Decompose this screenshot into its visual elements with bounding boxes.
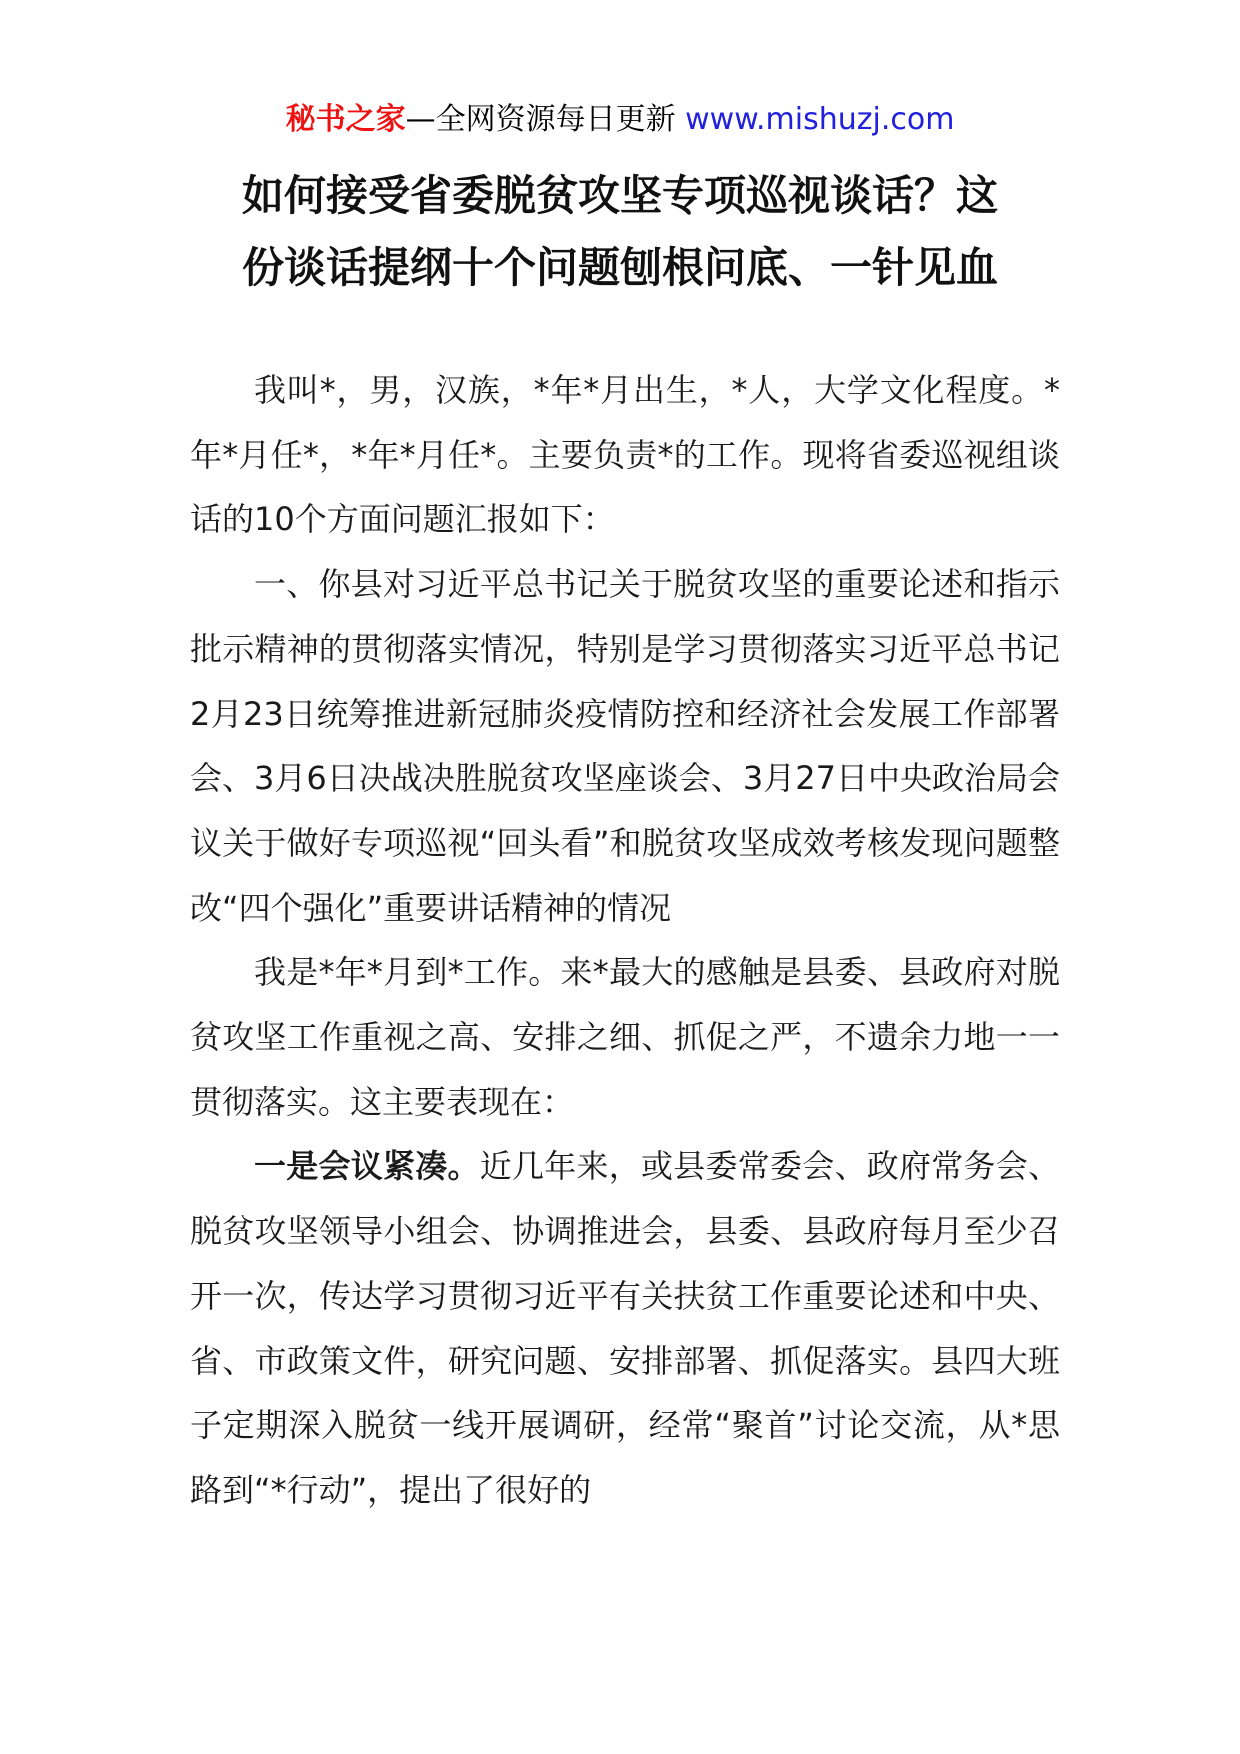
header-tagline: —全网资源每日更新 — [405, 102, 676, 137]
site-url-link[interactable]: www.mishuzj.com — [685, 102, 955, 137]
site-header — [0, 100, 1240, 140]
paragraph-answer-intro — [190, 940, 1060, 1134]
title-line-1: 如何接受省委脱贫攻坚专项巡视谈话？这 — [241, 171, 998, 220]
title-line-2: 份谈话提纲十个问题刨根问底、一针见血 — [241, 243, 998, 292]
paragraph-intro — [190, 358, 1060, 552]
paragraph-question-1 — [190, 552, 1060, 940]
brand-name: 秘书之家 — [285, 102, 406, 137]
paragraph-text: 近几年来，或县委常委会、政府常务会、脱贫攻坚领导小组会、协调推进会，县委、县政府每月至少召开一次，传达学习贯彻习近平有关扶贫工作重要论述和中央、省、市政策文件，研究问题、安排部署、抓促落实。县四大班子定期深入脱贫一线开展调研，经常“聚首”讨论交流，从*思路到“*行动”，提出了很好的 — [190, 1147, 1060, 1509]
paragraph-text: 一、你县对习近平总书记关于脱贫攻坚的重要论述和指示批示精神的贯彻落实情况，特别是学习贯彻落实习近平总书记2月23日统筹推进新冠肺炎疫情防控和经济社会发展工作部署会、3月6日决战决胜脱贫攻坚座谈会、3月27日中央政治局会议关于做好专项巡视“回头看”和脱贫攻坚成效考核发现问题整改“四个强化”重要讲话精神的情况 — [190, 565, 1060, 927]
document-body — [190, 358, 1060, 1523]
document-title — [180, 160, 1060, 304]
paragraph-text: 我叫*，男，汉族，*年*月出生，*人，大学文化程度。*年*月任*，*年*月任*。主要负责*的工作。现将省委巡视组谈话的10个方面问题汇报如下： — [190, 371, 1060, 539]
paragraph-lead: 一是会议紧凑。 — [254, 1147, 480, 1186]
paragraph-point-1 — [190, 1134, 1060, 1522]
paragraph-text: 我是*年*月到*工作。来*最大的感触是县委、县政府对脱贫攻坚工作重视之高、安排之细、抓促之严，不遗余力地一一贯彻落实。这主要表现在： — [190, 953, 1060, 1121]
